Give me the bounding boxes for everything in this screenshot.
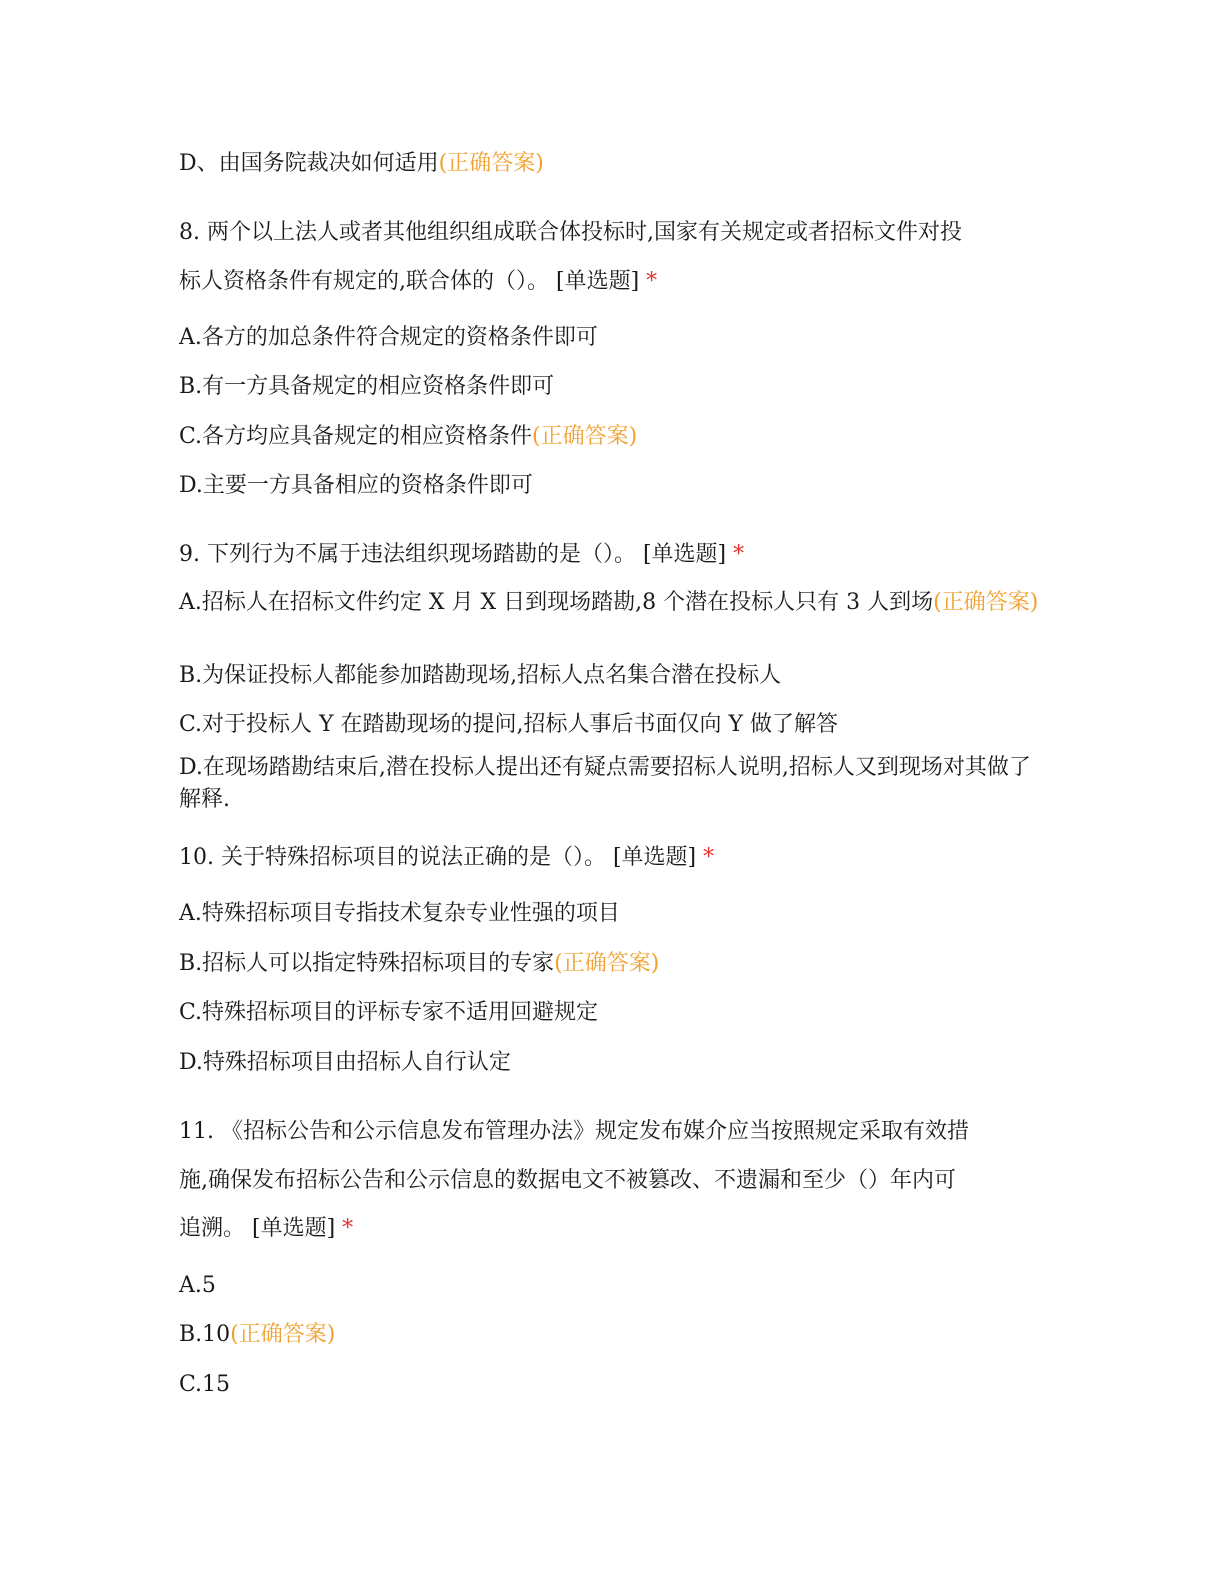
q10-stem: 10. 关于特殊招标项目的说法正确的是（）。 [单选题] * — [179, 845, 715, 870]
q10-option-c: C.特殊招标项目的评标专家不适用回避规定 — [179, 1000, 599, 1025]
q8-option-b: B.有一方具备规定的相应资格条件即可 — [179, 374, 555, 399]
correct-answer-tag: (正确答案) — [438, 151, 544, 176]
correct-answer-tag: (正确答案) — [230, 1322, 336, 1347]
required-asterisk: * — [342, 1216, 354, 1241]
correct-answer-tag: (正确答案) — [532, 424, 638, 449]
q11-option-a: A.5 — [179, 1273, 216, 1298]
q11-option-b: B.10(正确答案) — [179, 1322, 336, 1347]
q11-stem-line3: 追溯。 [单选题] * — [179, 1216, 354, 1241]
q8-option-d: D.主要一方具备相应的资格条件即可 — [179, 473, 533, 498]
q10-option-d: D.特殊招标项目由招标人自行认定 — [179, 1050, 511, 1075]
q11-option-c: C.15 — [179, 1372, 231, 1397]
q9-option-b: B.为保证投标人都能参加踏勘现场,招标人点名集合潜在投标人 — [179, 663, 782, 688]
q9-option-d: D.在现场踏勘结束后,潜在投标人提出还有疑点需要招标人说明,招标人又到现场对其做了解释. — [179, 755, 1031, 812]
required-asterisk: * — [733, 542, 745, 567]
q8-option-c: C.各方均应具备规定的相应资格条件(正确答案) — [179, 424, 638, 449]
q9-stem: 9. 下列行为不属于违法组织现场踏勘的是（）。 [单选题] * — [179, 542, 745, 567]
q7-option-d: D、由国务院裁决如何适用(正确答案) — [179, 151, 544, 176]
q8-stem-line2: 标人资格条件有规定的,联合体的（）。 [单选题] * — [179, 269, 658, 294]
q8-option-a: A.各方的加总条件符合规定的资格条件即可 — [179, 325, 598, 350]
q8-stem-line1: 8. 两个以上法人或者其他组织组成联合体投标时,国家有关规定或者招标文件对投 — [179, 220, 962, 245]
q10-option-b: B.招标人可以指定特殊招标项目的专家(正确答案) — [179, 951, 660, 976]
q9-option-a: A.招标人在招标文件约定 X 月 X 日到现场踏勘,8 个潜在投标人只有 3 人到场(正确答案) — [179, 590, 1039, 615]
q9-option-c: C.对于投标人 Y 在踏勘现场的提问,招标人事后书面仅向 Y 做了解答 — [179, 712, 839, 737]
q11-stem-line2: 施,确保发布招标公告和公示信息的数据电文不被篡改、不遗漏和至少（）年内可 — [179, 1168, 956, 1193]
q10-option-a: A.特殊招标项目专指技术复杂专业性强的项目 — [179, 901, 620, 926]
required-asterisk: * — [703, 845, 715, 870]
q11-stem-line1: 11. 《招标公告和公示信息发布管理办法》规定发布媒介应当按照规定采取有效措 — [179, 1119, 969, 1144]
correct-answer-tag: (正确答案) — [554, 951, 660, 976]
required-asterisk: * — [646, 269, 658, 294]
correct-answer-tag: (正确答案) — [933, 590, 1039, 615]
